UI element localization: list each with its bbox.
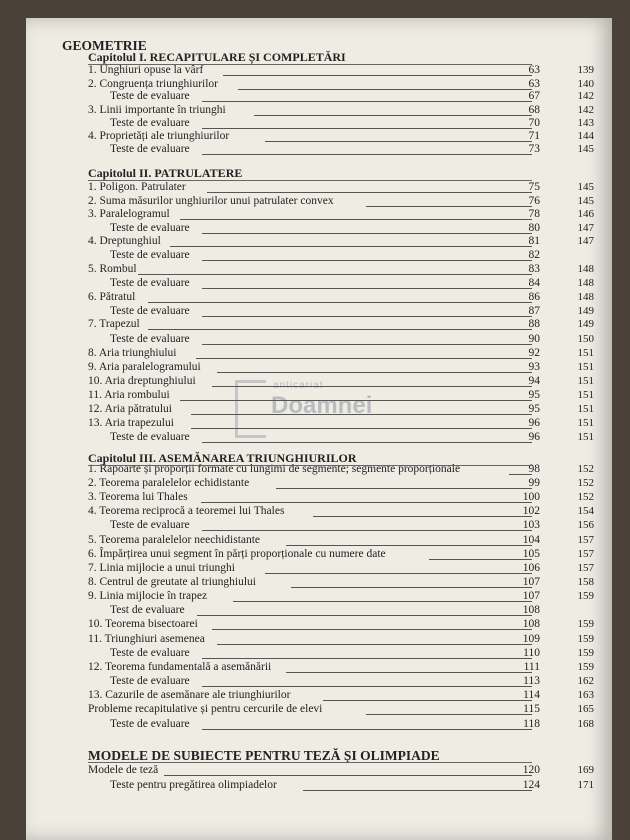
- chapter-heading: Capitolul III. ASEMĂNAREA TRIUNGHIURILOR: [88, 451, 357, 465]
- entry-solution-page-number: 144: [577, 130, 594, 142]
- toc-entry: [0, 195, 600, 209]
- chapter-rule: [88, 64, 532, 65]
- entry-label: 7. Trapezul: [88, 318, 140, 330]
- entry-page-number: 107: [522, 576, 540, 588]
- entry-label: 3. Linii importante în triunghi: [88, 104, 226, 116]
- toc-entry: [0, 689, 600, 703]
- entry-page-number: 92: [528, 347, 540, 359]
- entry-solution-page-number: 151: [577, 389, 594, 401]
- watermark-line1: anticariat: [273, 380, 324, 391]
- entry-label: Test de evaluare: [110, 604, 185, 616]
- toc-entry: [0, 618, 600, 632]
- toc-entry: [0, 703, 600, 717]
- entry-label: Teste de evaluare: [110, 675, 190, 687]
- entry-page-number: 109: [522, 633, 540, 645]
- chapter-heading: Capitolul II. PATRULATERE: [88, 166, 243, 180]
- toc-entry: [0, 143, 600, 157]
- toc-entry: [0, 181, 600, 195]
- toc-entry: [0, 347, 600, 361]
- toc-entry: [0, 389, 600, 403]
- entry-page-number: 67: [528, 90, 540, 102]
- entry-page-number: 87: [528, 305, 540, 317]
- entry-page-number: 102: [522, 505, 540, 517]
- entry-label: Probleme recapitulative și pentru cercurile de elevi: [88, 703, 323, 715]
- entry-label: 2. Teorema paralelelor echidistante: [88, 477, 250, 489]
- toc-entry: [0, 130, 600, 144]
- entry-label: 4. Proprietăți ale triunghiurilor: [88, 130, 230, 142]
- chapter-heading: MODELE DE SUBIECTE PENTRU TEZĂ ȘI OLIMPIADE: [88, 748, 440, 763]
- entry-label: Teste de evaluare: [110, 249, 190, 261]
- toc-entry: [0, 477, 600, 491]
- entry-solution-page-number: 142: [577, 90, 594, 102]
- toc-entry: [0, 779, 600, 793]
- entry-leader-line: [202, 431, 532, 443]
- entry-page-number: 113: [523, 675, 540, 687]
- entry-page-number: 90: [528, 333, 540, 345]
- entry-solution-page-number: 139: [577, 64, 594, 76]
- entry-leader-line: [313, 505, 532, 517]
- entry-solution-page-number: 145: [577, 195, 594, 207]
- entry-leader-line: [191, 417, 532, 429]
- entry-leader-line: [148, 291, 532, 303]
- entry-page-number: 95: [528, 403, 540, 415]
- entry-leader-line: [191, 403, 532, 415]
- entry-label: 1. Poligon. Patrulater: [88, 181, 186, 193]
- toc-entry: [0, 64, 600, 78]
- toc-entry: [0, 661, 600, 675]
- entry-page-number: 88: [528, 318, 540, 330]
- entry-page-number: 82: [528, 249, 540, 261]
- entry-solution-page-number: 159: [577, 618, 594, 630]
- toc-entry: [0, 604, 600, 618]
- entry-leader-line: [202, 222, 532, 234]
- chapter-rule: [88, 762, 532, 763]
- entry-solution-page-number: 165: [577, 703, 594, 715]
- entry-leader-line: [276, 477, 533, 489]
- entry-label: 3. Teorema lui Thales: [88, 491, 188, 503]
- entry-page-number: 78: [528, 208, 540, 220]
- toc-entry: [0, 249, 600, 263]
- entry-solution-page-number: 159: [577, 633, 594, 645]
- toc-entry: [0, 505, 600, 519]
- entry-leader-line: [254, 104, 532, 116]
- entry-label: 2. Congruența triunghiurilor: [88, 78, 218, 90]
- entry-solution-page-number: 162: [577, 675, 594, 687]
- entry-solution-page-number: 149: [577, 305, 594, 317]
- entry-page-number: 108: [522, 618, 540, 630]
- entry-solution-page-number: 159: [577, 590, 594, 602]
- entry-solution-page-number: 152: [577, 477, 594, 489]
- entry-label: Teste de evaluare: [110, 718, 190, 730]
- entry-page-number: 99: [528, 477, 540, 489]
- entry-page-number: 111: [523, 661, 540, 673]
- toc-entry: [0, 548, 600, 562]
- entry-label: 9. Linia mijlocie în trapez: [88, 590, 208, 602]
- toc-entry: [0, 675, 600, 689]
- entry-leader-line: [265, 130, 532, 142]
- entry-label: 13. Cazurile de asemănare ale triunghiurilor: [88, 689, 291, 701]
- entry-solution-page-number: 152: [577, 491, 594, 503]
- entry-leader-line: [148, 318, 532, 330]
- entry-leader-line: [180, 389, 532, 401]
- entry-label: 1. Unghiuri opuse la vârf: [88, 64, 204, 76]
- entry-label: 1. Rapoarte și proporții formate cu lungimi de segmente; segmente proporționale: [88, 463, 461, 475]
- entry-page-number: 115: [523, 703, 540, 715]
- toc-entry: [0, 318, 600, 332]
- chapter-rule: [88, 180, 532, 181]
- entry-label: 12. Teorema fundamentală a asemănării: [88, 661, 272, 673]
- entry-leader-line: [286, 534, 532, 546]
- toc-entry: [0, 333, 600, 347]
- entry-leader-line: [201, 491, 532, 503]
- entry-leader-line: [164, 764, 532, 776]
- entry-leader-line: [202, 249, 532, 261]
- entry-solution-page-number: 151: [577, 403, 594, 415]
- entry-page-number: 80: [528, 222, 540, 234]
- entry-label: Teste de evaluare: [110, 647, 190, 659]
- entry-label: 5. Rombul: [88, 263, 137, 275]
- entry-page-number: 73: [528, 143, 540, 155]
- chapter-rule: [88, 465, 532, 466]
- entry-page-number: 86: [528, 291, 540, 303]
- entry-solution-page-number: 142: [577, 104, 594, 116]
- entry-solution-page-number: 157: [577, 548, 594, 560]
- entry-solution-page-number: 151: [577, 347, 594, 359]
- entry-page-number: 110: [523, 647, 540, 659]
- entry-page-number: 93: [528, 361, 540, 373]
- entry-leader-line: [323, 689, 532, 701]
- entry-leader-line: [265, 562, 532, 574]
- entry-leader-line: [217, 633, 532, 645]
- entry-leader-line: [202, 277, 532, 289]
- entry-solution-page-number: 171: [577, 779, 594, 791]
- toc-entry: [0, 277, 600, 291]
- entry-page-number: 106: [522, 562, 540, 574]
- entry-page-number: 95: [528, 389, 540, 401]
- entry-page-number: 70: [528, 117, 540, 129]
- entry-label: 13. Aria trapezului: [88, 417, 174, 429]
- entry-leader-line: [366, 703, 532, 715]
- entry-page-number: 103: [522, 519, 540, 531]
- entry-label: Teste de evaluare: [110, 333, 190, 345]
- toc-entry: [0, 590, 600, 604]
- entry-leader-line: [291, 576, 532, 588]
- toc-entry: [0, 90, 600, 104]
- entry-label: 6. Pătratul: [88, 291, 136, 303]
- entry-page-number: 118: [523, 718, 540, 730]
- entry-label: Teste de evaluare: [110, 222, 190, 234]
- toc-entry: [0, 718, 600, 732]
- entry-page-number: 94: [528, 375, 540, 387]
- toc-entry: [0, 117, 600, 131]
- entry-solution-page-number: 150: [577, 333, 594, 345]
- toc-entry: [0, 375, 600, 389]
- entry-solution-page-number: 159: [577, 661, 594, 673]
- entry-solution-page-number: 143: [577, 117, 594, 129]
- entry-solution-page-number: 151: [577, 431, 594, 443]
- entry-label: 4. Teorema reciprocă a teoremei lui Thales: [88, 505, 285, 517]
- toc-entry: [0, 403, 600, 417]
- entry-solution-page-number: 159: [577, 647, 594, 659]
- entry-leader-line: [233, 590, 532, 602]
- entry-label: Teste de evaluare: [110, 117, 190, 129]
- entry-label: 6. Împărțirea unui segment în părți proporționale cu numere date: [88, 548, 386, 560]
- entry-page-number: 114: [523, 689, 540, 701]
- entry-label: Teste de evaluare: [110, 90, 190, 102]
- entry-page-number: 63: [528, 78, 540, 90]
- entry-solution-page-number: 151: [577, 375, 594, 387]
- entry-page-number: 124: [522, 779, 540, 791]
- entry-page-number: 84: [528, 277, 540, 289]
- entry-label: Teste de evaluare: [110, 277, 190, 289]
- entry-label: 8. Centrul de greutate al triunghiului: [88, 576, 256, 588]
- toc-entry: [0, 491, 600, 505]
- entry-label: 2. Suma măsurilor unghiurilor unui patrulater convex: [88, 195, 334, 207]
- entry-solution-page-number: 154: [577, 505, 594, 517]
- entry-solution-page-number: 140: [577, 78, 594, 90]
- entry-solution-page-number: 157: [577, 534, 594, 546]
- entry-leader-line: [286, 661, 532, 673]
- entry-page-number: 68: [528, 104, 540, 116]
- entry-solution-page-number: 145: [577, 181, 594, 193]
- toc-entry: [0, 235, 600, 249]
- entry-label: 4. Dreptunghiul: [88, 235, 161, 247]
- toc-entry: [0, 222, 600, 236]
- entry-page-number: 98: [528, 463, 540, 475]
- entry-leader-line: [202, 718, 532, 730]
- entry-label: Teste de evaluare: [110, 431, 190, 443]
- entry-label: 7. Linia mijlocie a unui triunghi: [88, 562, 235, 574]
- entry-solution-page-number: 145: [577, 143, 594, 155]
- entry-label: Teste de evaluare: [110, 305, 190, 317]
- toc-entry: [0, 576, 600, 590]
- entry-solution-page-number: 148: [577, 263, 594, 275]
- entry-leader-line: [202, 333, 532, 345]
- entry-solution-page-number: 146: [577, 208, 594, 220]
- entry-label: 3. Paralelogramul: [88, 208, 170, 220]
- entry-leader-line: [223, 64, 533, 76]
- entry-leader-line: [366, 195, 532, 207]
- entry-label: 9. Aria paralelogramului: [88, 361, 201, 373]
- entry-leader-line: [202, 305, 532, 317]
- entry-leader-line: [202, 90, 532, 102]
- entry-solution-page-number: 163: [577, 689, 594, 701]
- entry-solution-page-number: 168: [577, 718, 594, 730]
- entry-solution-page-number: 157: [577, 562, 594, 574]
- entry-solution-page-number: 156: [577, 519, 594, 531]
- entry-page-number: 76: [528, 195, 540, 207]
- entry-solution-page-number: 147: [577, 222, 594, 234]
- entry-leader-line: [303, 779, 532, 791]
- toc-entry: [0, 417, 600, 431]
- entry-solution-page-number: 151: [577, 361, 594, 373]
- entry-leader-line: [138, 263, 532, 275]
- entry-label: Teste de evaluare: [110, 143, 190, 155]
- entry-label: Modele de teză: [88, 764, 159, 776]
- entry-leader-line: [202, 675, 532, 687]
- toc-entry: [0, 519, 600, 533]
- chapter-heading: Capitolul I. RECAPITULARE ȘI COMPLETĂRI: [88, 50, 346, 64]
- entry-leader-line: [238, 78, 532, 90]
- entry-solution-page-number: 158: [577, 576, 594, 588]
- entry-label: Teste pentru pregătirea olimpiadelor: [110, 779, 277, 791]
- entry-page-number: 120: [522, 764, 540, 776]
- entry-leader-line: [207, 181, 532, 193]
- entry-label: 11. Triunghiuri asemenea: [88, 633, 205, 645]
- entry-page-number: 83: [528, 263, 540, 275]
- entry-page-number: 63: [528, 64, 540, 76]
- entry-page-number: 96: [528, 417, 540, 429]
- entry-solution-page-number: 148: [577, 291, 594, 303]
- entry-solution-page-number: 169: [577, 764, 594, 776]
- entry-solution-page-number: 152: [577, 463, 594, 475]
- entry-leader-line: [202, 647, 532, 659]
- section-title: GEOMETRIE: [62, 38, 147, 53]
- entry-solution-page-number: 151: [577, 417, 594, 429]
- toc-entry: [0, 263, 600, 277]
- entry-leader-line: [196, 347, 532, 359]
- entry-label: 12. Aria pătratului: [88, 403, 172, 415]
- entry-page-number: 107: [522, 590, 540, 602]
- entry-leader-line: [212, 375, 532, 387]
- toc-entry: [0, 633, 600, 647]
- entry-page-number: 100: [522, 491, 540, 503]
- entry-leader-line: [202, 117, 532, 129]
- toc-entry: [0, 361, 600, 375]
- entry-leader-line: [429, 548, 532, 560]
- entry-page-number: 75: [528, 181, 540, 193]
- toc-entry: [0, 291, 600, 305]
- entry-label: 10. Aria dreptunghiului: [88, 375, 196, 387]
- entry-leader-line: [170, 235, 533, 247]
- watermark-line2: Doamnei: [271, 392, 373, 419]
- entry-leader-line: [202, 519, 532, 531]
- entry-page-number: 105: [522, 548, 540, 560]
- entry-page-number: 96: [528, 431, 540, 443]
- entry-leader-line: [180, 208, 532, 220]
- toc-entry: [0, 104, 600, 118]
- toc-entry: [0, 305, 600, 319]
- entry-label: 11. Aria rombului: [88, 389, 170, 401]
- entry-page-number: 71: [528, 130, 540, 142]
- toc-entry: [0, 562, 600, 576]
- entry-leader-line: [197, 604, 532, 616]
- entry-solution-page-number: 149: [577, 318, 594, 330]
- entry-leader-line: [202, 143, 532, 155]
- entry-page-number: 104: [522, 534, 540, 546]
- toc-entry: [0, 208, 600, 222]
- entry-page-number: 81: [528, 235, 540, 247]
- toc-entry: [0, 764, 600, 778]
- toc-entry: [0, 431, 600, 445]
- entry-label: 5. Teorema paralelelor neechidistante: [88, 534, 261, 546]
- entry-leader-line: [212, 618, 532, 630]
- entry-leader-line: [217, 361, 532, 373]
- entry-label: 8. Aria triunghiului: [88, 347, 177, 359]
- entry-solution-page-number: 147: [577, 235, 594, 247]
- entry-page-number: 108: [522, 604, 540, 616]
- toc-entry: [0, 647, 600, 661]
- toc-entry: [0, 534, 600, 548]
- entry-label: Teste de evaluare: [110, 519, 190, 531]
- entry-solution-page-number: 148: [577, 277, 594, 289]
- entry-label: 10. Teorema bisectoarei: [88, 618, 198, 630]
